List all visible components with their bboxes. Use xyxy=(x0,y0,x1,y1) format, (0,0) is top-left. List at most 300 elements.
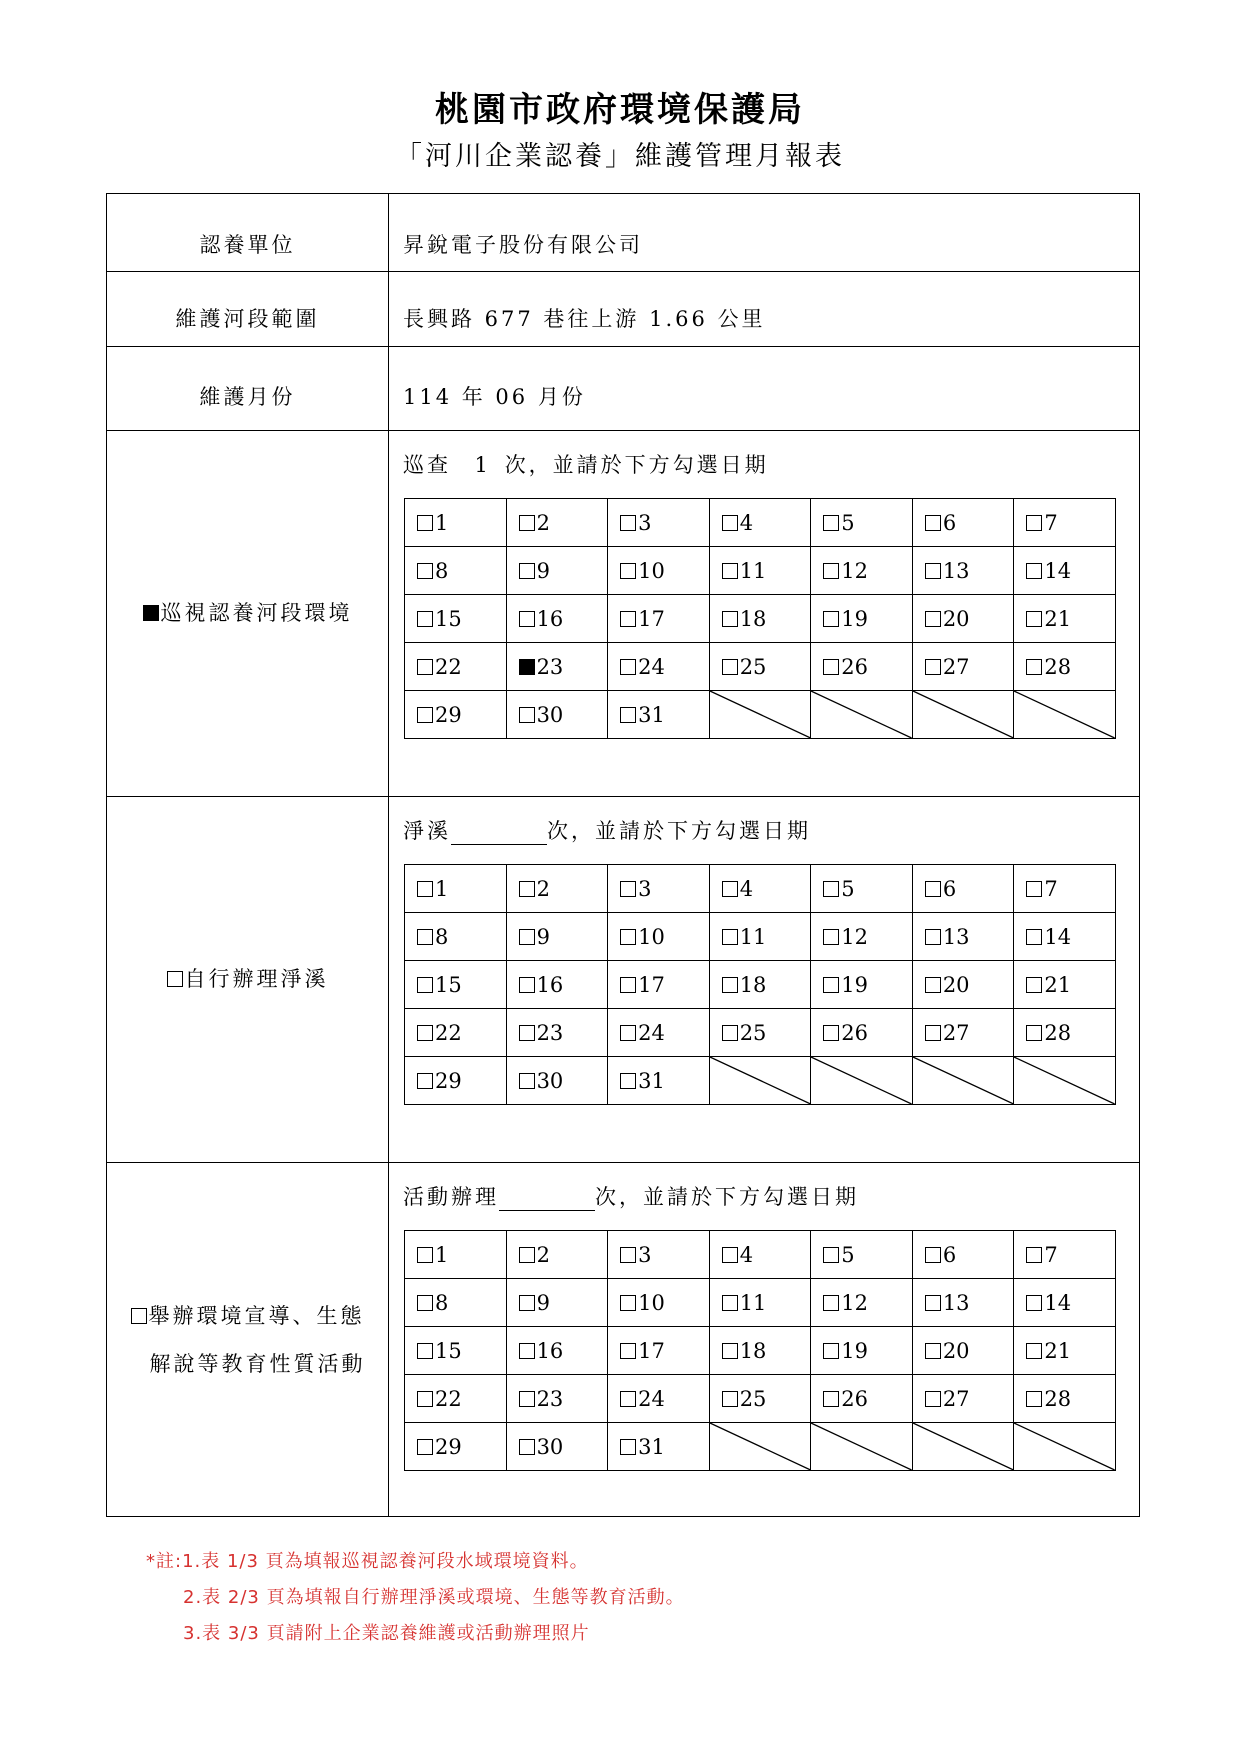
date-checkbox[interactable] xyxy=(519,1391,535,1407)
date-label: 3 xyxy=(638,1242,652,1267)
date-label: 9 xyxy=(536,1290,550,1315)
date-cell[interactable] xyxy=(912,961,1014,1009)
cleanup-section-label xyxy=(107,796,388,1162)
date-label: 16 xyxy=(536,606,564,631)
date-label: 20 xyxy=(942,972,970,997)
date-cell[interactable] xyxy=(405,1231,507,1279)
date-label: 12 xyxy=(841,1290,868,1315)
page-title: 桃園市政府環境保護局 xyxy=(435,90,805,130)
date-cell[interactable] xyxy=(405,691,507,739)
date-grid-row xyxy=(405,1231,1116,1279)
date-cell[interactable] xyxy=(506,595,608,643)
date-checkbox[interactable] xyxy=(823,1247,839,1263)
date-checkbox[interactable] xyxy=(823,1391,839,1407)
date-label: 14 xyxy=(1044,1290,1072,1315)
date-cell[interactable] xyxy=(405,1009,507,1057)
date-checkbox[interactable] xyxy=(417,707,433,723)
date-checkbox[interactable] xyxy=(620,1391,636,1407)
patrol-prefix: 巡查 xyxy=(403,453,451,477)
date-label: 29 xyxy=(435,1434,462,1459)
date-cell[interactable] xyxy=(709,1375,811,1423)
date-cell[interactable] xyxy=(405,1423,507,1471)
date-cell[interactable] xyxy=(811,913,913,961)
date-cell[interactable] xyxy=(1014,1375,1116,1423)
date-cell[interactable] xyxy=(709,913,811,961)
date-cell[interactable] xyxy=(811,961,913,1009)
date-checkbox[interactable] xyxy=(620,611,636,627)
date-checkbox[interactable] xyxy=(823,1343,839,1359)
date-label: 15 xyxy=(435,1338,462,1363)
date-checkbox[interactable] xyxy=(1026,515,1042,531)
date-cell[interactable] xyxy=(912,1375,1014,1423)
date-checkbox[interactable] xyxy=(620,1439,636,1455)
date-cell[interactable] xyxy=(1014,1327,1116,1375)
date-label: 11 xyxy=(739,558,767,583)
date-label: 2 xyxy=(536,510,550,535)
date-label: 2 xyxy=(536,876,550,901)
date-cell[interactable] xyxy=(608,961,710,1009)
date-cell[interactable] xyxy=(709,547,811,595)
date-checkbox[interactable] xyxy=(519,1343,535,1359)
date-checkbox[interactable] xyxy=(1026,977,1042,993)
date-checkbox[interactable] xyxy=(417,1025,433,1041)
diagonal-slash xyxy=(710,691,811,738)
date-checkbox[interactable] xyxy=(519,515,535,531)
date-checkbox[interactable] xyxy=(925,611,941,627)
date-checkbox[interactable] xyxy=(620,515,636,531)
date-label: 7 xyxy=(1044,876,1058,901)
patrol-section-label xyxy=(107,430,388,796)
date-cell[interactable] xyxy=(506,499,608,547)
date-label: 27 xyxy=(942,1386,970,1411)
date-label: 11 xyxy=(739,1290,767,1315)
date-checkbox[interactable] xyxy=(722,515,738,531)
date-label: 14 xyxy=(1044,924,1072,949)
date-label: 24 xyxy=(638,1386,665,1411)
patrol-count: 1 xyxy=(474,453,491,477)
date-label: 27 xyxy=(942,1020,970,1045)
date-checkbox[interactable] xyxy=(722,1025,738,1041)
date-label: 25 xyxy=(739,654,767,679)
date-checkbox[interactable] xyxy=(823,611,839,627)
date-checkbox[interactable] xyxy=(1026,563,1042,579)
date-cell[interactable] xyxy=(709,1231,811,1279)
date-checkbox[interactable] xyxy=(620,563,636,579)
date-cell[interactable] xyxy=(709,643,811,691)
date-cell[interactable] xyxy=(912,643,1014,691)
date-label: 22 xyxy=(435,1386,462,1411)
date-cell[interactable] xyxy=(506,547,608,595)
date-label: 28 xyxy=(1044,1020,1072,1045)
date-checkbox[interactable] xyxy=(519,977,535,993)
date-checkbox[interactable] xyxy=(1026,1343,1042,1359)
date-checkbox[interactable] xyxy=(1026,929,1042,945)
date-label: 28 xyxy=(1044,1386,1072,1411)
date-checkbox[interactable] xyxy=(417,977,433,993)
date-checkbox[interactable] xyxy=(620,977,636,993)
date-checkbox[interactable] xyxy=(620,1073,636,1089)
date-cell[interactable] xyxy=(405,913,507,961)
patrol-checkbox[interactable] xyxy=(143,605,159,621)
date-label: 21 xyxy=(1044,606,1072,631)
date-label: 31 xyxy=(638,1068,665,1093)
date-cell[interactable] xyxy=(811,865,913,913)
date-cell[interactable] xyxy=(709,1327,811,1375)
date-label: 5 xyxy=(841,1242,855,1267)
date-label: 9 xyxy=(536,558,550,583)
cleanup-suffix: 次，並請於下方勾選日期 xyxy=(547,819,811,843)
date-checkbox[interactable] xyxy=(925,881,941,897)
date-checkbox[interactable] xyxy=(925,515,941,531)
section-label-line: 自行辦理淨溪 xyxy=(167,955,329,1003)
date-cell[interactable] xyxy=(405,499,507,547)
date-label: 26 xyxy=(841,1020,868,1045)
date-label: 4 xyxy=(739,1242,754,1267)
date-checkbox[interactable] xyxy=(1026,881,1042,897)
date-grid-row xyxy=(405,1009,1116,1057)
date-checkbox[interactable] xyxy=(620,659,636,675)
date-label: 7 xyxy=(1044,1242,1058,1267)
date-cell[interactable] xyxy=(912,1279,1014,1327)
date-checkbox[interactable] xyxy=(722,929,738,945)
cleanup-count-line xyxy=(403,815,811,845)
date-checkbox[interactable] xyxy=(519,1439,535,1455)
footnote-3: 3.表 3/3 頁請附上企業認養維護或活動辦理照片 xyxy=(183,1623,590,1644)
date-cell[interactable] xyxy=(506,1009,608,1057)
education-suffix: 次，並請於下方勾選日期 xyxy=(595,1185,859,1209)
date-checkbox[interactable] xyxy=(823,977,839,993)
date-checkbox[interactable] xyxy=(823,1295,839,1311)
date-checkbox[interactable] xyxy=(519,563,535,579)
empty-date-cell xyxy=(709,1423,811,1471)
date-checkbox[interactable] xyxy=(417,1439,433,1455)
date-cell[interactable] xyxy=(1014,961,1116,1009)
date-checkbox[interactable] xyxy=(823,929,839,945)
date-cell[interactable] xyxy=(506,1375,608,1423)
date-cell[interactable] xyxy=(405,1375,507,1423)
date-cell[interactable] xyxy=(608,913,710,961)
date-cell[interactable] xyxy=(608,643,710,691)
date-checkbox[interactable] xyxy=(519,929,535,945)
date-cell[interactable] xyxy=(912,1009,1014,1057)
date-checkbox[interactable] xyxy=(722,977,738,993)
date-cell[interactable] xyxy=(709,961,811,1009)
date-label: 6 xyxy=(942,1242,957,1267)
date-label: 1 xyxy=(435,1242,449,1267)
date-label: 2 xyxy=(536,1242,550,1267)
date-cell[interactable] xyxy=(608,1009,710,1057)
date-cell[interactable] xyxy=(811,1327,913,1375)
date-label: 20 xyxy=(942,1338,970,1363)
date-checkbox[interactable] xyxy=(620,1295,636,1311)
date-cell[interactable] xyxy=(405,595,507,643)
date-checkbox[interactable] xyxy=(925,1343,941,1359)
date-label: 23 xyxy=(536,1020,564,1045)
date-cell[interactable] xyxy=(405,865,507,913)
date-checkbox[interactable] xyxy=(620,881,636,897)
date-checkbox[interactable] xyxy=(823,659,839,675)
date-cell[interactable] xyxy=(608,1375,710,1423)
date-cell[interactable] xyxy=(811,595,913,643)
date-cell[interactable] xyxy=(506,1279,608,1327)
date-cell[interactable] xyxy=(811,643,913,691)
date-grid-row xyxy=(405,1057,1116,1105)
date-checkbox[interactable] xyxy=(722,611,738,627)
date-checkbox[interactable] xyxy=(925,1025,941,1041)
date-checkbox[interactable] xyxy=(1026,611,1042,627)
date-checkbox[interactable] xyxy=(417,1295,433,1311)
date-label: 29 xyxy=(435,702,462,727)
date-cell[interactable] xyxy=(811,547,913,595)
date-checkbox[interactable] xyxy=(519,1073,535,1089)
date-cell[interactable] xyxy=(608,1279,710,1327)
date-cell[interactable] xyxy=(608,1327,710,1375)
date-cell[interactable] xyxy=(811,499,913,547)
date-label: 16 xyxy=(536,1338,564,1363)
empty-date-cell xyxy=(709,1057,811,1105)
date-cell[interactable] xyxy=(506,1231,608,1279)
date-cell[interactable] xyxy=(709,1009,811,1057)
date-checkbox[interactable] xyxy=(417,1247,433,1263)
date-cell[interactable] xyxy=(1014,1279,1116,1327)
date-checkbox[interactable] xyxy=(417,929,433,945)
date-label: 30 xyxy=(536,1068,564,1093)
date-label: 1 xyxy=(435,510,449,535)
date-cell[interactable] xyxy=(912,1231,1014,1279)
patrol-count-line xyxy=(403,449,769,479)
date-label: 22 xyxy=(435,654,462,679)
date-checkbox[interactable] xyxy=(925,659,941,675)
date-checkbox[interactable] xyxy=(722,1247,738,1263)
date-cell[interactable] xyxy=(405,547,507,595)
date-cell[interactable] xyxy=(811,1375,913,1423)
empty-date-cell xyxy=(811,1057,913,1105)
education-count-field[interactable] xyxy=(499,1190,595,1211)
date-label: 8 xyxy=(435,558,449,583)
date-label: 21 xyxy=(1044,972,1072,997)
date-checkbox[interactable] xyxy=(722,1343,738,1359)
date-grid-row xyxy=(405,499,1116,547)
cleanup-date-grid xyxy=(404,864,1116,1105)
date-checkbox[interactable] xyxy=(1026,1025,1042,1041)
date-grid-row xyxy=(405,1327,1116,1375)
date-checkbox[interactable] xyxy=(823,563,839,579)
date-cell[interactable] xyxy=(811,1279,913,1327)
date-cell[interactable] xyxy=(506,691,608,739)
date-checkbox[interactable] xyxy=(417,659,433,675)
section-label-line: 解說等教育性質活動 xyxy=(149,1352,366,1376)
date-checkbox[interactable] xyxy=(925,563,941,579)
date-checkbox[interactable] xyxy=(519,881,535,897)
date-label: 21 xyxy=(1044,1338,1072,1363)
date-cell[interactable] xyxy=(608,499,710,547)
month-label: 維護月份 xyxy=(199,385,296,409)
cleanup-count-field[interactable] xyxy=(451,824,547,845)
date-label: 17 xyxy=(638,972,665,997)
diagonal-slash xyxy=(710,1423,811,1470)
date-cell[interactable] xyxy=(608,595,710,643)
date-label: 7 xyxy=(1044,510,1058,535)
date-checkbox[interactable] xyxy=(1026,1295,1042,1311)
date-cell[interactable] xyxy=(506,1423,608,1471)
date-checkbox[interactable] xyxy=(417,563,433,579)
date-checkbox[interactable] xyxy=(925,1247,941,1263)
education-checkbox[interactable] xyxy=(131,1308,147,1324)
date-checkbox[interactable] xyxy=(519,659,535,675)
date-checkbox[interactable] xyxy=(519,707,535,723)
date-checkbox[interactable] xyxy=(722,659,738,675)
date-cell[interactable] xyxy=(709,499,811,547)
date-label: 22 xyxy=(435,1020,462,1045)
date-cell[interactable] xyxy=(709,1279,811,1327)
date-checkbox[interactable] xyxy=(417,1073,433,1089)
date-label: 8 xyxy=(435,1290,449,1315)
diagonal-slash xyxy=(710,1057,811,1104)
date-checkbox[interactable] xyxy=(519,611,535,627)
date-cell[interactable] xyxy=(608,1057,710,1105)
diagonal-slash xyxy=(811,691,912,738)
date-checkbox[interactable] xyxy=(823,1025,839,1041)
patrol-date-grid xyxy=(404,498,1116,739)
date-label: 13 xyxy=(942,1290,970,1315)
education-prefix: 活動辦理 xyxy=(403,1185,499,1209)
date-checkbox[interactable] xyxy=(823,515,839,531)
date-checkbox[interactable] xyxy=(519,1295,535,1311)
diagonal-slash xyxy=(811,1423,912,1470)
date-label: 6 xyxy=(942,876,957,901)
date-cell[interactable] xyxy=(709,865,811,913)
date-checkbox[interactable] xyxy=(823,881,839,897)
empty-date-cell xyxy=(1014,691,1116,739)
date-cell[interactable] xyxy=(811,1231,913,1279)
date-checkbox[interactable] xyxy=(722,881,738,897)
date-checkbox[interactable] xyxy=(722,1391,738,1407)
date-cell[interactable] xyxy=(912,865,1014,913)
date-checkbox[interactable] xyxy=(620,1343,636,1359)
date-label: 23 xyxy=(536,1386,564,1411)
date-cell[interactable] xyxy=(405,961,507,1009)
date-label: 10 xyxy=(638,924,665,949)
date-cell[interactable] xyxy=(912,1327,1014,1375)
date-cell[interactable] xyxy=(506,1327,608,1375)
date-cell[interactable] xyxy=(608,691,710,739)
diagonal-slash xyxy=(1014,1423,1115,1470)
date-cell[interactable] xyxy=(912,595,1014,643)
date-checkbox[interactable] xyxy=(417,515,433,531)
date-checkbox[interactable] xyxy=(925,929,941,945)
date-label: 18 xyxy=(739,972,767,997)
date-cell[interactable] xyxy=(1014,547,1116,595)
empty-date-cell xyxy=(912,1423,1014,1471)
date-label: 30 xyxy=(536,702,564,727)
date-cell[interactable] xyxy=(912,499,1014,547)
date-grid-row xyxy=(405,865,1116,913)
diagonal-slash xyxy=(913,691,1014,738)
date-cell[interactable] xyxy=(1014,913,1116,961)
date-grid-row xyxy=(405,643,1116,691)
date-cell[interactable] xyxy=(506,961,608,1009)
date-checkbox[interactable] xyxy=(1026,659,1042,675)
date-cell[interactable] xyxy=(506,643,608,691)
date-cell[interactable] xyxy=(1014,595,1116,643)
date-label: 14 xyxy=(1044,558,1072,583)
date-label: 5 xyxy=(841,510,855,535)
date-cell[interactable] xyxy=(1014,1231,1116,1279)
date-cell[interactable] xyxy=(811,1009,913,1057)
date-cell[interactable] xyxy=(1014,499,1116,547)
date-cell[interactable] xyxy=(506,1057,608,1105)
empty-date-cell xyxy=(1014,1057,1116,1105)
date-cell[interactable] xyxy=(912,913,1014,961)
date-cell[interactable] xyxy=(608,547,710,595)
empty-date-cell xyxy=(709,691,811,739)
date-label: 24 xyxy=(638,654,665,679)
date-checkbox[interactable] xyxy=(519,1247,535,1263)
date-cell[interactable] xyxy=(608,1231,710,1279)
date-checkbox[interactable] xyxy=(519,1025,535,1041)
date-cell[interactable] xyxy=(405,1279,507,1327)
date-checkbox[interactable] xyxy=(417,881,433,897)
date-label: 12 xyxy=(841,558,868,583)
date-checkbox[interactable] xyxy=(417,1343,433,1359)
date-checkbox[interactable] xyxy=(620,707,636,723)
diagonal-slash xyxy=(913,1423,1014,1470)
date-checkbox[interactable] xyxy=(620,1247,636,1263)
date-checkbox[interactable] xyxy=(1026,1247,1042,1263)
row-divider xyxy=(107,346,1139,347)
section-label-line: 巡視認養河段環境 xyxy=(143,589,353,637)
date-label: 5 xyxy=(841,876,855,901)
date-label: 13 xyxy=(942,924,970,949)
date-checkbox[interactable] xyxy=(925,1295,941,1311)
date-cell[interactable] xyxy=(1014,1009,1116,1057)
date-cell[interactable] xyxy=(405,1057,507,1105)
date-label: 12 xyxy=(841,924,868,949)
date-checkbox[interactable] xyxy=(1026,1391,1042,1407)
date-cell[interactable] xyxy=(405,643,507,691)
date-checkbox[interactable] xyxy=(620,929,636,945)
date-cell[interactable] xyxy=(709,595,811,643)
date-label: 27 xyxy=(942,654,970,679)
date-checkbox[interactable] xyxy=(417,611,433,627)
date-checkbox[interactable] xyxy=(722,563,738,579)
date-cell[interactable] xyxy=(608,1423,710,1471)
unit-label: 認養單位 xyxy=(199,233,296,257)
date-label: 10 xyxy=(638,1290,665,1315)
date-cell[interactable] xyxy=(506,913,608,961)
date-grid-row xyxy=(405,961,1116,1009)
date-checkbox[interactable] xyxy=(620,1025,636,1041)
date-checkbox[interactable] xyxy=(925,977,941,993)
date-checkbox[interactable] xyxy=(417,1391,433,1407)
date-cell[interactable] xyxy=(1014,643,1116,691)
date-label: 9 xyxy=(536,924,550,949)
cleanup-checkbox[interactable] xyxy=(167,971,183,987)
date-cell[interactable] xyxy=(1014,865,1116,913)
date-checkbox[interactable] xyxy=(722,1295,738,1311)
date-cell[interactable] xyxy=(608,865,710,913)
date-label: 15 xyxy=(435,606,462,631)
date-cell[interactable] xyxy=(405,1327,507,1375)
date-label: 25 xyxy=(739,1386,767,1411)
date-grid-row xyxy=(405,913,1116,961)
date-checkbox[interactable] xyxy=(925,1391,941,1407)
patrol-suffix: 次，並請於下方勾選日期 xyxy=(504,453,769,477)
date-cell[interactable] xyxy=(912,547,1014,595)
education-section-label xyxy=(107,1162,388,1518)
report-form xyxy=(106,193,1140,1517)
date-cell[interactable] xyxy=(506,865,608,913)
